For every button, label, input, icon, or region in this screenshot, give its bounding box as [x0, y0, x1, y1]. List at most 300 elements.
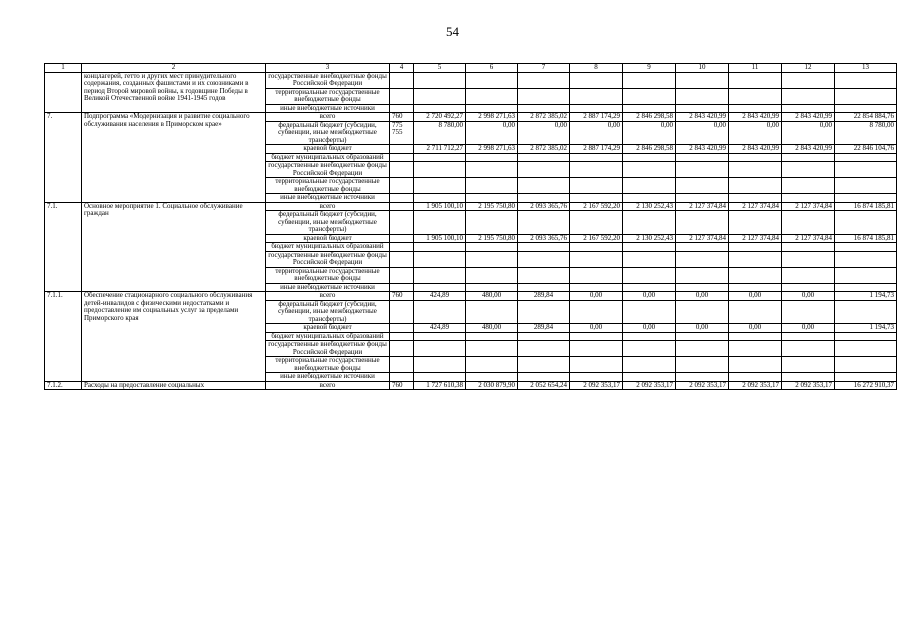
amount-cell [570, 88, 623, 104]
amount-cell [835, 357, 897, 373]
amount-cell: 2 843 420,99 [729, 113, 782, 122]
funding-source: всего [266, 381, 390, 390]
amount-cell: 1 194,73 [835, 324, 897, 333]
funding-source: государственные внебюджетные фонды Российской Федерации [266, 251, 390, 267]
amount-cell: 2 092 353,17 [570, 381, 623, 390]
row-code: 7.1. [45, 202, 82, 292]
table-row [45, 292, 897, 301]
amount-cell [835, 251, 897, 267]
amount-cell [518, 373, 570, 382]
column-number: 5 [414, 64, 466, 73]
amount-cell: 289,84 [518, 324, 570, 333]
amount-cell [466, 104, 518, 113]
budget-code [390, 194, 414, 203]
amount-cell [518, 267, 570, 283]
amount-cell: 2 843 420,99 [729, 145, 782, 154]
funding-source: федеральный бюджет (субсидии, субвенции, иные межбюджетные трансферты) [266, 121, 390, 145]
amount-cell [570, 194, 623, 203]
amount-cell: 1 905 100,10 [414, 202, 466, 211]
amount-cell: 2 127 374,84 [729, 234, 782, 243]
budget-code: 760 [390, 381, 414, 390]
amount-cell [835, 72, 897, 88]
amount-cell [676, 357, 729, 373]
amount-cell [729, 332, 782, 341]
amount-cell: 2 843 420,99 [676, 113, 729, 122]
funding-source: бюджет муниципальных образований [266, 332, 390, 341]
budget-code [390, 88, 414, 104]
amount-cell [518, 178, 570, 194]
funding-source: всего [266, 113, 390, 122]
amount-cell [835, 341, 897, 357]
funding-source: федеральный бюджет (субсидии, субвенции, иные межбюджетные трансферты) [266, 211, 390, 235]
amount-cell [623, 104, 676, 113]
funding-source: федеральный бюджет (субсидии, субвенции, иные межбюджетные трансферты) [266, 300, 390, 324]
amount-cell [676, 332, 729, 341]
amount-cell [518, 251, 570, 267]
funding-source: государственные внебюджетные фонды Российской Федерации [266, 72, 390, 88]
amount-cell [782, 341, 835, 357]
funding-source: бюджет муниципальных образований [266, 153, 390, 162]
budget-code [390, 251, 414, 267]
amount-cell [782, 104, 835, 113]
amount-cell [835, 162, 897, 178]
amount-cell: 2 872 385,02 [518, 113, 570, 122]
column-number: 4 [390, 64, 414, 73]
amount-cell [623, 88, 676, 104]
amount-cell [623, 332, 676, 341]
row-name: концлагерей, гетто и других мест принудительного содержания, созданных фашистами и их союзниками в период Второй мировой войны, к годовщине Победы в Великой Отечественной войне 1941-1945 годов [82, 72, 266, 113]
amount-cell [676, 373, 729, 382]
amount-cell [676, 341, 729, 357]
budget-code [390, 211, 414, 235]
amount-cell [570, 267, 623, 283]
amount-cell: 2 167 592,20 [570, 202, 623, 211]
amount-cell: 16 874 185,81 [835, 234, 897, 243]
amount-cell: 2 030 879,90 [466, 381, 518, 390]
amount-cell [835, 88, 897, 104]
amount-cell [466, 251, 518, 267]
amount-cell [414, 153, 466, 162]
column-number: 12 [782, 64, 835, 73]
amount-cell [782, 357, 835, 373]
funding-source: иные внебюджетные источники [266, 194, 390, 203]
funding-source: краевой бюджет [266, 234, 390, 243]
funding-source: государственные внебюджетные фонды Российской Федерации [266, 341, 390, 357]
amount-cell [518, 341, 570, 357]
amount-cell: 0,00 [676, 292, 729, 301]
amount-cell [835, 267, 897, 283]
amount-cell: 0,00 [729, 292, 782, 301]
amount-cell [466, 88, 518, 104]
amount-cell [835, 373, 897, 382]
amount-cell: 2 846 298,58 [623, 145, 676, 154]
amount-cell: 0,00 [570, 292, 623, 301]
amount-cell [729, 88, 782, 104]
amount-cell [570, 283, 623, 292]
amount-cell [518, 153, 570, 162]
amount-cell [466, 243, 518, 252]
budget-code [390, 300, 414, 324]
column-number: 1 [45, 64, 82, 73]
row-name: Основное мероприятие 1. Социальное обслуживание граждан [82, 202, 266, 292]
budget-code [390, 243, 414, 252]
amount-cell [782, 211, 835, 235]
amount-cell: 0,00 [729, 121, 782, 145]
amount-cell: 2 998 271,63 [466, 145, 518, 154]
amount-cell: 2 872 385,02 [518, 145, 570, 154]
amount-cell: 0,00 [782, 292, 835, 301]
table-header-row [45, 64, 897, 73]
amount-cell: 2 711 712,27 [414, 145, 466, 154]
amount-cell [414, 300, 466, 324]
amount-cell: 0,00 [782, 324, 835, 333]
funding-source: бюджет муниципальных образований [266, 243, 390, 252]
amount-cell: 424,89 [414, 324, 466, 333]
amount-cell [414, 283, 466, 292]
amount-cell [729, 211, 782, 235]
budget-code [390, 202, 414, 211]
budget-code [390, 178, 414, 194]
amount-cell [623, 162, 676, 178]
amount-cell [570, 251, 623, 267]
amount-cell [414, 194, 466, 203]
amount-cell: 2 843 420,99 [782, 145, 835, 154]
amount-cell: 0,00 [623, 324, 676, 333]
amount-cell: 2 846 298,58 [623, 113, 676, 122]
amount-cell [466, 300, 518, 324]
amount-cell [623, 243, 676, 252]
amount-cell [518, 283, 570, 292]
amount-cell [835, 104, 897, 113]
amount-cell: 2 092 353,17 [782, 381, 835, 390]
amount-cell [518, 211, 570, 235]
amount-cell: 2 887 174,29 [570, 113, 623, 122]
amount-cell [729, 104, 782, 113]
amount-cell [414, 373, 466, 382]
column-number: 8 [570, 64, 623, 73]
amount-cell: 2 843 420,99 [782, 113, 835, 122]
amount-cell [676, 211, 729, 235]
amount-cell: 1 194,73 [835, 292, 897, 301]
amount-cell [676, 300, 729, 324]
amount-cell: 2 127 374,84 [729, 202, 782, 211]
amount-cell: 480,00 [466, 292, 518, 301]
amount-cell: 0,00 [676, 324, 729, 333]
amount-cell [466, 283, 518, 292]
funding-source: территориальные государственные внебюджетные фонды [266, 357, 390, 373]
amount-cell [729, 251, 782, 267]
table-row [45, 381, 897, 390]
amount-cell [518, 357, 570, 373]
row-code: 7.1.1. [45, 292, 82, 382]
amount-cell: 0,00 [623, 121, 676, 145]
amount-cell [623, 283, 676, 292]
amount-cell [414, 243, 466, 252]
amount-cell [729, 373, 782, 382]
amount-cell [676, 283, 729, 292]
amount-cell [570, 341, 623, 357]
amount-cell: 2 093 365,76 [518, 202, 570, 211]
amount-cell [782, 267, 835, 283]
amount-cell [676, 251, 729, 267]
funding-source: иные внебюджетные источники [266, 104, 390, 113]
amount-cell [466, 194, 518, 203]
budget-code [390, 283, 414, 292]
amount-cell [729, 341, 782, 357]
amount-cell [570, 373, 623, 382]
amount-cell [835, 194, 897, 203]
amount-cell: 1 727 610,38 [414, 381, 466, 390]
amount-cell: 2 195 750,80 [466, 202, 518, 211]
amount-cell [570, 300, 623, 324]
budget-code: 760 [390, 113, 414, 122]
amount-cell [623, 300, 676, 324]
budget-code [390, 145, 414, 154]
amount-cell [729, 300, 782, 324]
amount-cell [835, 300, 897, 324]
column-number: 2 [82, 64, 266, 73]
amount-cell: 2 052 654,24 [518, 381, 570, 390]
amount-cell [729, 283, 782, 292]
column-number: 10 [676, 64, 729, 73]
amount-cell: 2 127 374,84 [782, 234, 835, 243]
amount-cell [570, 178, 623, 194]
amount-cell [623, 267, 676, 283]
funding-source: территориальные государственные внебюджетные фонды [266, 178, 390, 194]
amount-cell: 2 998 271,63 [466, 113, 518, 122]
amount-cell: 480,00 [466, 324, 518, 333]
amount-cell [518, 88, 570, 104]
amount-cell [676, 162, 729, 178]
amount-cell [414, 178, 466, 194]
amount-cell: 0,00 [518, 121, 570, 145]
amount-cell [466, 72, 518, 88]
amount-cell [623, 211, 676, 235]
amount-cell [676, 194, 729, 203]
amount-cell [729, 194, 782, 203]
row-name: Подпрограмма «Модернизация и развитие социального обслуживания населения в Приморском крае» [82, 113, 266, 203]
amount-cell [414, 211, 466, 235]
amount-cell [466, 332, 518, 341]
table-row [45, 202, 897, 211]
amount-cell [782, 153, 835, 162]
amount-cell [835, 153, 897, 162]
budget-code [390, 162, 414, 178]
amount-cell [518, 104, 570, 113]
amount-cell [782, 88, 835, 104]
row-code: 7. [45, 113, 82, 203]
amount-cell: 2 130 252,43 [623, 234, 676, 243]
amount-cell: 0,00 [782, 121, 835, 145]
amount-cell [414, 341, 466, 357]
table-row [45, 113, 897, 122]
funding-source: государственные внебюджетные фонды Российской Федерации [266, 162, 390, 178]
amount-cell [782, 162, 835, 178]
amount-cell [835, 332, 897, 341]
amount-cell [570, 153, 623, 162]
amount-cell [729, 153, 782, 162]
column-number: 9 [623, 64, 676, 73]
amount-cell [414, 357, 466, 373]
funding-source: краевой бюджет [266, 324, 390, 333]
amount-cell [729, 178, 782, 194]
amount-cell: 2 092 353,17 [623, 381, 676, 390]
budget-code [390, 234, 414, 243]
funding-source: иные внебюджетные источники [266, 283, 390, 292]
amount-cell [782, 178, 835, 194]
row-name: Расходы на предоставление социальных [82, 381, 266, 390]
amount-cell [466, 211, 518, 235]
amount-cell: 289,84 [518, 292, 570, 301]
budget-code [390, 104, 414, 113]
amount-cell: 2 887 174,29 [570, 145, 623, 154]
budget-code [390, 373, 414, 382]
amount-cell: 1 905 100,10 [414, 234, 466, 243]
amount-cell [414, 104, 466, 113]
amount-cell: 424,89 [414, 292, 466, 301]
row-name: Обеспечение стационарного социального обслуживания детей-инвалидов с физическими недостатками и предоставление им социальных услуг за пределами Приморского края [82, 292, 266, 382]
amount-cell [676, 243, 729, 252]
funding-source: территориальные государственные внебюджетные фонды [266, 267, 390, 283]
funding-source: иные внебюджетные источники [266, 373, 390, 382]
amount-cell [729, 357, 782, 373]
amount-cell: 16 874 185,81 [835, 202, 897, 211]
amount-cell: 2 093 365,76 [518, 234, 570, 243]
column-number: 13 [835, 64, 897, 73]
budget-code [390, 153, 414, 162]
amount-cell [676, 267, 729, 283]
amount-cell [570, 243, 623, 252]
table-row [45, 72, 897, 88]
amount-cell: 0,00 [570, 121, 623, 145]
budget-code [390, 72, 414, 88]
funding-source: краевой бюджет [266, 145, 390, 154]
budget-code [390, 324, 414, 333]
amount-cell [676, 72, 729, 88]
amount-cell [414, 251, 466, 267]
amount-cell [466, 153, 518, 162]
row-code: 7.1.2. [45, 381, 82, 390]
budget-code: 760 [390, 292, 414, 301]
row-code [45, 72, 82, 113]
budget-code [390, 357, 414, 373]
amount-cell [518, 72, 570, 88]
amount-cell [518, 162, 570, 178]
amount-cell [414, 332, 466, 341]
amount-cell [676, 153, 729, 162]
amount-cell [623, 373, 676, 382]
amount-cell: 2 127 374,84 [676, 234, 729, 243]
amount-cell [466, 267, 518, 283]
amount-cell [782, 194, 835, 203]
amount-cell: 2 130 252,43 [623, 202, 676, 211]
amount-cell: 8 780,00 [414, 121, 466, 145]
amount-cell [623, 72, 676, 88]
amount-cell [676, 88, 729, 104]
amount-cell: 2 167 592,20 [570, 234, 623, 243]
amount-cell [570, 211, 623, 235]
amount-cell [570, 104, 623, 113]
amount-cell [414, 267, 466, 283]
amount-cell [782, 283, 835, 292]
amount-cell [729, 72, 782, 88]
amount-cell: 2 843 420,99 [676, 145, 729, 154]
amount-cell: 2 127 374,84 [782, 202, 835, 211]
amount-cell [729, 243, 782, 252]
amount-cell: 22 846 104,76 [835, 145, 897, 154]
amount-cell [466, 373, 518, 382]
amount-cell: 2 195 750,80 [466, 234, 518, 243]
amount-cell: 22 854 884,76 [835, 113, 897, 122]
amount-cell [570, 332, 623, 341]
amount-cell [782, 251, 835, 267]
column-number: 7 [518, 64, 570, 73]
amount-cell: 16 272 910,37 [835, 381, 897, 390]
budget-code: 775 755 [390, 121, 414, 145]
amount-cell [414, 72, 466, 88]
amount-cell [676, 178, 729, 194]
amount-cell [518, 332, 570, 341]
amount-cell [414, 162, 466, 178]
amount-cell: 0,00 [570, 324, 623, 333]
amount-cell [518, 243, 570, 252]
amount-cell: 2 127 374,84 [676, 202, 729, 211]
amount-cell [570, 357, 623, 373]
budget-code [390, 332, 414, 341]
amount-cell [676, 104, 729, 113]
amount-cell: 8 780,00 [835, 121, 897, 145]
column-number: 11 [729, 64, 782, 73]
amount-cell [782, 300, 835, 324]
amount-cell [782, 72, 835, 88]
amount-cell [782, 332, 835, 341]
funding-source: всего [266, 202, 390, 211]
amount-cell: 0,00 [623, 292, 676, 301]
amount-cell: 0,00 [466, 121, 518, 145]
amount-cell [729, 162, 782, 178]
column-number: 3 [266, 64, 390, 73]
amount-cell [518, 194, 570, 203]
amount-cell [414, 88, 466, 104]
column-number: 6 [466, 64, 518, 73]
amount-cell [570, 162, 623, 178]
amount-cell [570, 72, 623, 88]
amount-cell [835, 211, 897, 235]
amount-cell: 2 092 353,17 [676, 381, 729, 390]
funding-source: территориальные государственные внебюджетные фонды [266, 88, 390, 104]
amount-cell [623, 178, 676, 194]
amount-cell: 2 092 353,17 [729, 381, 782, 390]
amount-cell [466, 178, 518, 194]
amount-cell [835, 178, 897, 194]
budget-code [390, 267, 414, 283]
funding-source: всего [266, 292, 390, 301]
amount-cell [466, 357, 518, 373]
amount-cell [466, 162, 518, 178]
page-number: 54 [446, 24, 459, 39]
amount-cell [782, 373, 835, 382]
amount-cell: 2 720 492,27 [414, 113, 466, 122]
amount-cell [623, 251, 676, 267]
amount-cell [623, 341, 676, 357]
amount-cell [623, 153, 676, 162]
amount-cell [782, 243, 835, 252]
amount-cell [623, 194, 676, 203]
budget-code [390, 341, 414, 357]
budget-table [44, 63, 897, 390]
amount-cell [729, 267, 782, 283]
amount-cell [623, 357, 676, 373]
